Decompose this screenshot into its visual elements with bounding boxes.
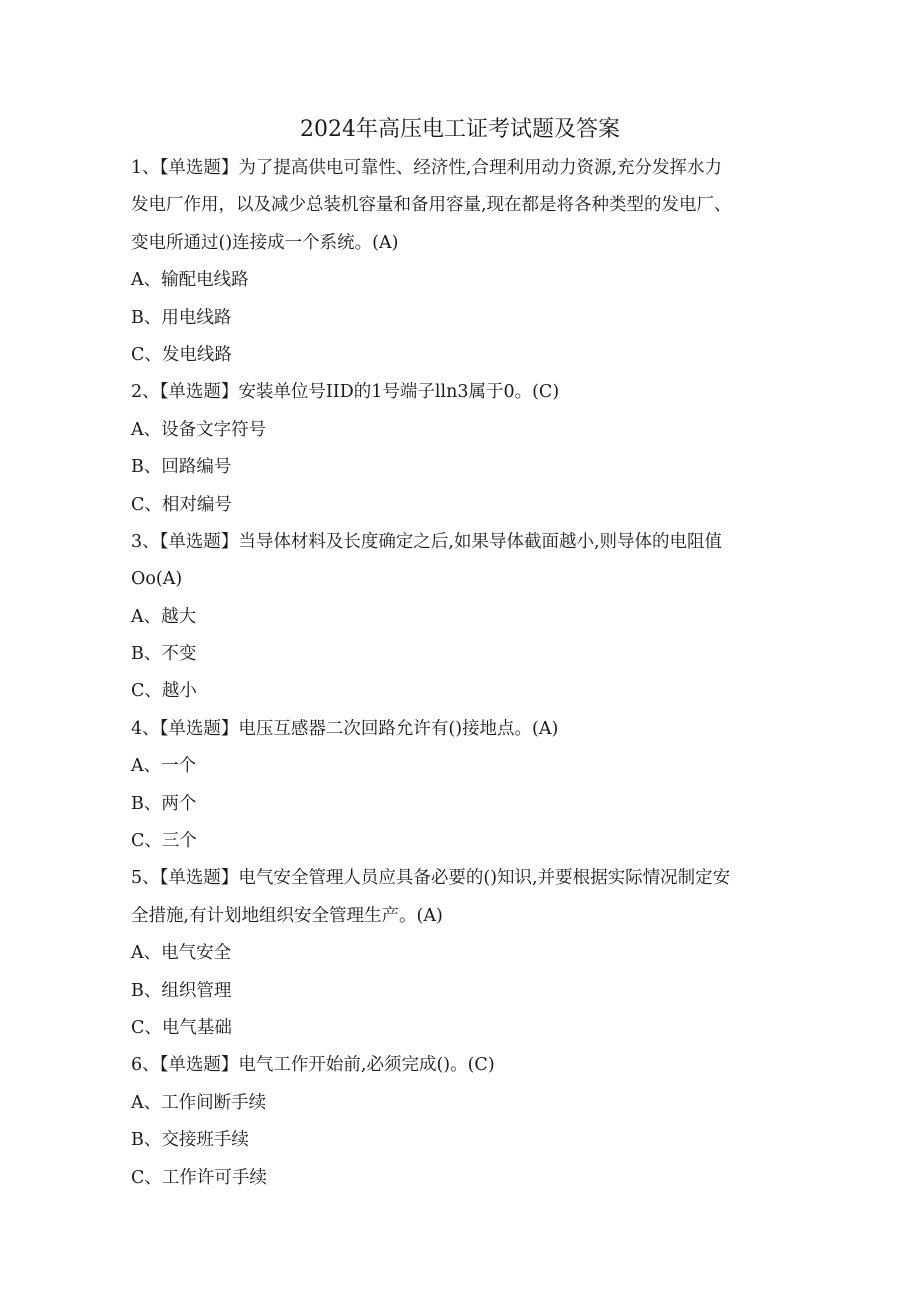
question-1 — [131, 150, 791, 374]
question-5-text-line-1: 5、【单选题】电气安全管理人员应具备必要的()知识,并要根据实际情况制定安 — [131, 868, 731, 889]
question-6 — [131, 1047, 791, 1197]
question-3-option-c: C、越小 — [131, 681, 197, 702]
question-6-option-a: A、工作间断手续 — [131, 1092, 267, 1113]
question-2-option-b: B、回路编号 — [131, 457, 232, 478]
question-1-text-line-1: 1、【单选题】为了提高供电可靠性、经济性,合理利用动力资源,充分发挥水力 — [131, 158, 723, 178]
question-5-option-c: C、电气基础 — [131, 1017, 232, 1038]
question-2-text-line-1: 2、【单选题】安装单位号IID的1号端子lln3属于0。(C) — [131, 382, 560, 403]
question-4-text-line-1: 4、【单选题】电压互感器二次回路允许有()接地点。(A) — [131, 718, 559, 739]
question-4-option-b: B、两个 — [131, 793, 197, 814]
question-4-option-a: A、一个 — [131, 756, 197, 777]
question-1-option-c: C、发电线路 — [131, 344, 232, 365]
question-5-text-line-2: 全措施,有计划地组织安全管理生产。(A) — [131, 905, 443, 926]
question-1-text-line-3: 变电所通过()连接成一个系统。(A) — [131, 232, 399, 253]
question-6-text-line-1: 6、【单选题】电气工作开始前,必须完成()。(C) — [131, 1055, 495, 1076]
question-3-text-line-2: Oo(A) — [131, 569, 183, 590]
question-1-option-a: A、输配电线路 — [131, 270, 249, 291]
question-5-option-a: A、电气安全 — [131, 943, 232, 964]
question-4 — [131, 711, 791, 861]
question-3-text-line-1: 3、【单选题】当导体材料及长度确定之后,如果导体截面越小,则导体的电阻值 — [131, 531, 723, 552]
document-title: 2024年高压电工证考试题及答案 — [300, 117, 620, 142]
question-2-option-a: A、设备文字符号 — [131, 419, 267, 440]
question-3-option-b: B、不变 — [131, 644, 197, 665]
question-1-text-line-2: 发电厂作用，以及减少总装机容量和备用容量,现在都是将各种类型的发电厂、 — [131, 195, 732, 216]
question-4-option-c: C、三个 — [131, 831, 197, 852]
question-5-option-b: B、组织管理 — [131, 980, 232, 1001]
question-6-option-b: B、交接班手续 — [131, 1130, 249, 1151]
question-3 — [131, 524, 791, 711]
question-list — [131, 150, 791, 1197]
question-1-option-b: B、用电线路 — [131, 307, 232, 328]
question-2 — [131, 374, 791, 524]
question-5 — [131, 860, 791, 1047]
question-2-option-c: C、相对编号 — [131, 494, 232, 515]
question-6-option-c: C、工作许可手续 — [131, 1167, 267, 1188]
question-3-option-a: A、越大 — [131, 606, 197, 627]
